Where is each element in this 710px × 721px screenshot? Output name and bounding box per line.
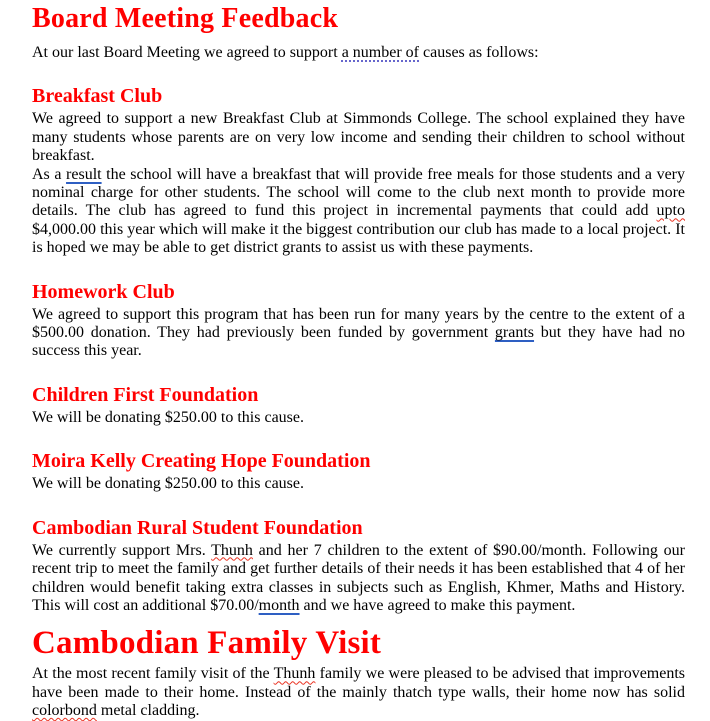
text-run: As a <box>32 165 67 183</box>
text-run: but they have had no success this year. <box>32 324 686 360</box>
paragraph <box>32 110 685 165</box>
section-cambodian-rural-student <box>32 516 685 616</box>
section-moira-kelly-foundation <box>32 449 685 493</box>
spellcheck-flagged-word: upto <box>656 202 685 220</box>
section-heading-breakfast-club: Breakfast Club <box>32 85 163 108</box>
text-run: At the most recent family visit of the <box>32 665 274 683</box>
text-run: and her 7 children to the extent of $90.00/month. Following our recent trip to meet the family and get further details of their needs it has been established that 4 of her children would benefit taking extra classes in subjects such as English, Khmer, Maths and History. This will cost an additional $70.00/ <box>32 541 685 614</box>
text-run: metal cladding. <box>96 702 200 720</box>
section-homework-club <box>32 280 685 361</box>
section-heading-moira-kelly: Moira Kelly Creating Hope Foundation <box>32 450 371 473</box>
intro-paragraph <box>32 44 685 62</box>
text-run: We agreed to support a new Breakfast Club at Simmonds College. The school explained they have many students whose parents are on very low income and sending their children to school without breakfast. <box>32 110 685 165</box>
grammar-flagged-word: result <box>66 165 102 183</box>
section-children-first-foundation <box>32 383 685 427</box>
spellcheck-flagged-word: Thunh <box>273 665 316 683</box>
paragraph <box>32 409 685 427</box>
section-breakfast-club <box>32 84 685 257</box>
spellcheck-flagged-word: colorbond <box>32 702 97 720</box>
text-run: We agreed to support this program that has been run for many years by the centre to the extent of a $500.00 donation. They had previously been funded by government <box>32 305 685 342</box>
section-heading-children-first: Children First Foundation <box>32 383 259 406</box>
paragraph <box>32 306 685 361</box>
closing-paragraph <box>32 665 685 720</box>
section-heading-cambodian-rural: Cambodian Rural Student Foundation <box>32 516 363 539</box>
text-run: family we were pleased to be advised that improvements have been made to their home. Instead of the mainly thatch type walls, their home now has solid <box>32 665 686 701</box>
paragraph <box>32 542 685 616</box>
paragraph <box>32 166 685 258</box>
text-run: At our last Board Meeting we agreed to support <box>32 44 342 61</box>
section-heading-homework-club: Homework Club <box>32 280 175 303</box>
text-run: $4,000.00 this year which will make it the biggest contribution our club has made to a local project. It is hoped we may be able to get district grants to assist us with these payments. <box>32 220 685 257</box>
grammar-flagged-word: grants <box>494 324 535 342</box>
text-run: and we have agreed to make this payment. <box>299 596 576 614</box>
text-run: We currently support Mrs. <box>32 541 212 559</box>
main-title: Board Meeting Feedback <box>32 3 339 34</box>
second-title: Cambodian Family Visit <box>32 625 382 662</box>
text-run: causes as follows: <box>419 44 539 61</box>
grammar-flagged-phrase: a number of <box>341 44 420 61</box>
text-run: We will be donating $250.00 to this cause. <box>32 408 304 426</box>
text-run: We will be donating $250.00 to this cause. <box>32 475 304 493</box>
paragraph <box>32 475 685 493</box>
spellcheck-flagged-word: Thunh <box>211 541 253 559</box>
grammar-flagged-word: month <box>258 596 300 614</box>
text-run: the school will have a breakfast that will provide free meals for those students and a very nominal charge for other students. The school will come to the club next month to provide more details. The club has agreed to fund this project in incremental payments that could add <box>32 165 686 220</box>
